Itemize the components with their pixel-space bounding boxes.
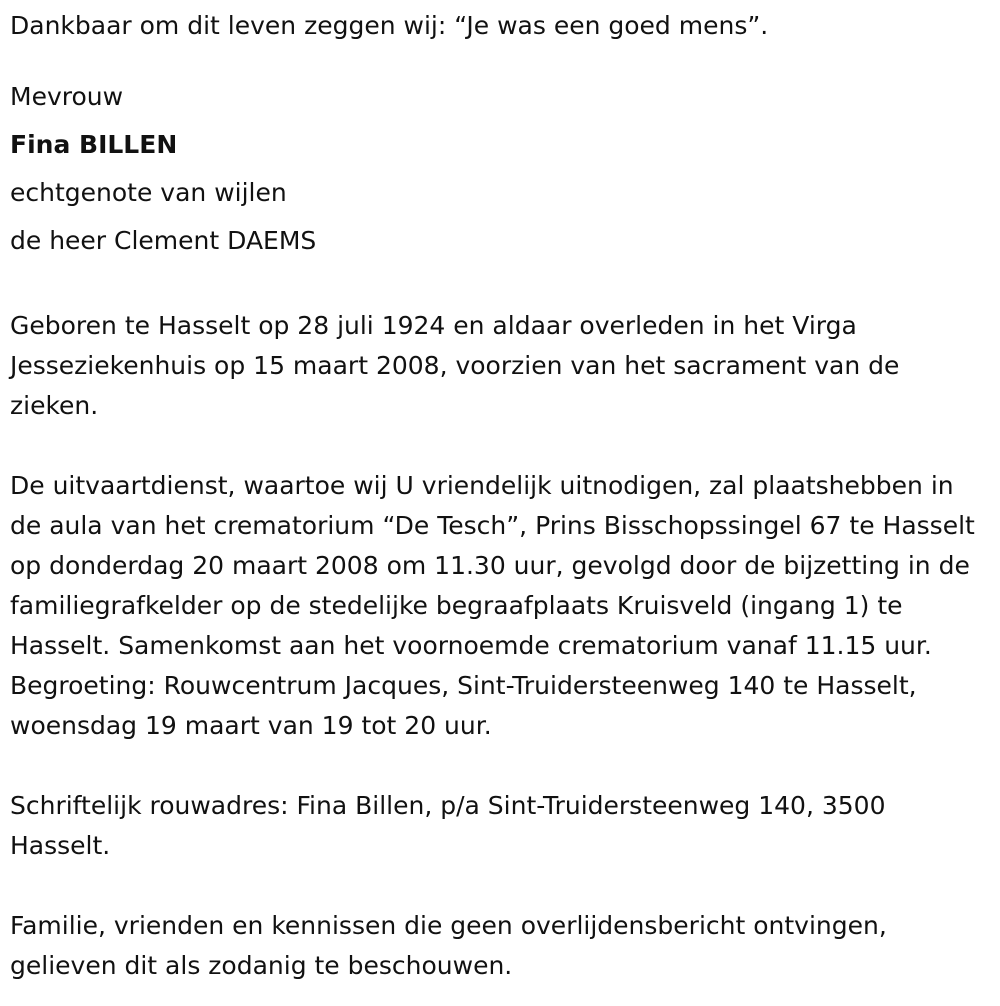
deceased-name: Fina BILLEN — [10, 130, 178, 159]
address-paragraph: Schriftelijk rouwadres: Fina Billen, p/a Sint-Truidersteenweg 140, 3500 Hasselt. — [10, 791, 886, 860]
birth-death-paragraph: Geboren te Hasselt op 28 juli 1924 en aldaar overleden in het Virga Jesseziekenhuis op 15 maart 2008, voorzien van het sacrament van de zieken. — [10, 311, 900, 420]
ceremony-paragraph: De uitvaartdienst, waartoe wij U vriendelijk uitnodigen, zal plaatshebben in de aula van het crematorium “De Tesch”, Prins Bisschopssingel 67 te Hasselt op donderdag 20 maart 2008 om 11.30 uur, gevolgd door de bijzetting in de familiegrafkelder op de stedelijke begraafplaats Kruisveld (ingang 1) te Hasselt. Samenkomst aan het voornoemde crematorium vanaf 11.15 uur. Begroeting: Rouwcentrum Jacques, Sint-Truidersteenweg 140 te Hasselt, woensdag 19 maart van 19 tot 20 uur. — [10, 471, 975, 740]
closing-paragraph: Familie, vrienden en kennissen die geen overlijdensbericht ontvingen, gelieven dit als zodanig te beschouwen. — [10, 911, 887, 980]
spouse-name: de heer Clement DAEMS — [10, 226, 317, 255]
obituary-notice — [10, 6, 990, 986]
title-prefix: Mevrouw — [10, 82, 124, 111]
deceased-block — [10, 73, 990, 265]
relation-text: echtgenote van wijlen — [10, 178, 287, 207]
opening-quote: Dankbaar om dit leven zeggen wij: “Je was een goed mens”. — [10, 11, 769, 40]
